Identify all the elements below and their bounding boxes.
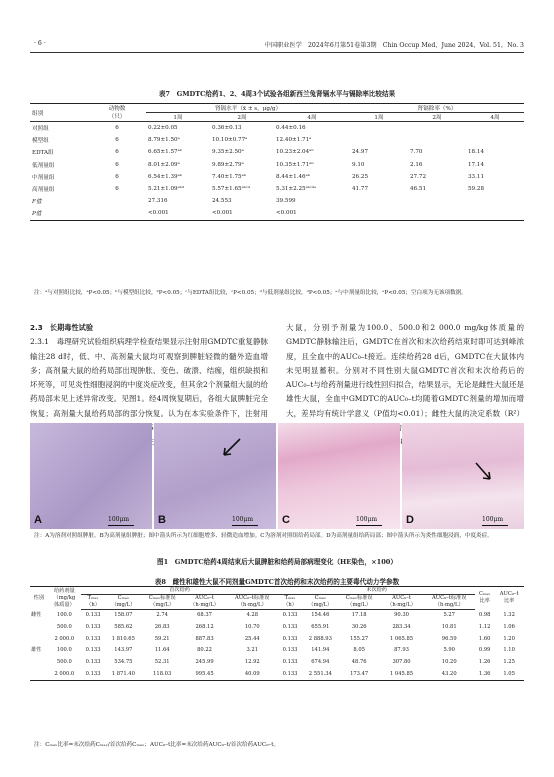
table-cell: 6 — [115, 137, 119, 144]
table-cell: 41.77 — [352, 186, 369, 193]
table-cell: 173.47 — [339, 668, 380, 680]
table-cell: 6 — [115, 161, 119, 168]
t8-h-sex: 性别 — [30, 587, 48, 610]
figure1-panel-c: C 100μm — [278, 423, 400, 529]
t8-col-unit: （h·mg/L） — [423, 602, 475, 610]
table-cell: 100.0 — [56, 647, 72, 654]
page-number: · 6 · — [34, 40, 46, 47]
table-cell: 283.34 — [392, 624, 411, 631]
table-row — [30, 146, 524, 158]
t8-col-unit: （h·mg/L） — [380, 602, 424, 610]
table-cell: 10.23±2.04ᵃᵇ — [276, 149, 314, 156]
table-cell: 2 888.93 — [308, 635, 332, 642]
table-cell: 0.133 — [282, 612, 298, 619]
table-cell: 118.03 — [142, 668, 183, 680]
table-cell — [408, 207, 466, 220]
table-cell: 4.28 — [246, 612, 259, 619]
table-cell: 雌性 — [31, 612, 42, 619]
table-cell: 100.0 — [56, 612, 72, 619]
table-cell: 59.28 — [468, 186, 485, 193]
t8-h-last: 末次给药 — [278, 587, 475, 595]
table-cell: 1 065.85 — [389, 635, 414, 642]
table-cell — [30, 657, 48, 669]
table-row — [30, 645, 524, 657]
table-cell: 雄性 — [31, 647, 42, 654]
table-cell: 7.40±1.75ᵃᵇ — [212, 173, 246, 180]
table-cell: 10.20 — [441, 659, 457, 666]
table-cell: 0.133 — [81, 668, 105, 680]
section-heading: 2.3 长期毒性试验 — [30, 323, 94, 332]
table-row — [30, 622, 524, 634]
table-cell: 12.40±1.71ᵃ — [276, 137, 312, 144]
table-cell: 0.99 — [478, 647, 491, 654]
t8-col-header: Cₘₐₓ标准误 — [345, 595, 373, 601]
table-cell: 26.83 — [154, 624, 170, 631]
table-cell: 995.45 — [183, 668, 227, 680]
table-row — [30, 122, 524, 135]
table-cell: 141.94 — [311, 647, 330, 654]
table-cell: 40.09 — [226, 668, 278, 680]
table-cell: 17.14 — [468, 161, 485, 168]
figure1-panel-a: A 100μm — [30, 423, 152, 529]
table7 — [30, 103, 524, 221]
table-cell: 0.133 — [85, 612, 101, 619]
table-cell: 1.10 — [503, 647, 515, 654]
t7-week: 4周 — [274, 113, 350, 122]
table-cell: 9.10 — [352, 161, 365, 168]
figure1-panel-b: B 100μm — [154, 423, 276, 529]
table-cell — [466, 195, 524, 207]
t8-h-dose: 给药剂量 （mg/kg 体质量） — [48, 587, 82, 610]
t8-col-unit: （h·mg/L） — [226, 602, 278, 610]
paragraph-2-3-1: 2.3.1 毒理研究试验组织病理学检查结果显示注射用GMDTC重复静脉输注28 d时，低、中、高剂量大鼠均可观察到脾脏轻微的髓外造血增多；高剂量大鼠的给药局部出现肿胀、变色、破溃、结痂，组织缺损和坏死等，可见炎性细胞浸润的中度炎症改变，但其余2个剂量组大鼠的给药局部未见上述异常改变。见图1。经4周恢复期后，各组大鼠脾脏完全恢复；高剂量大鼠给药局部的部分恢复。认为在本实验条件下，注射用 — [30, 337, 268, 418]
table-cell: 5.31±2.25ᵃᵇᶜᵈᵉ — [276, 186, 317, 193]
t8-col-unit: （mg/L） — [105, 602, 142, 610]
table-cell: 887.83 — [195, 635, 214, 642]
table-cell — [88, 207, 146, 220]
arrow-icon — [218, 435, 244, 461]
table-cell: 8.01±2.09ᵃ — [148, 161, 180, 168]
table-cell: 6.65±1.57ᵃᵇ — [148, 149, 182, 156]
table-cell: 1.25 — [503, 659, 515, 666]
table-cell: 46.51 — [410, 186, 427, 193]
t8-col-header: AUC₀–t标准误 — [235, 595, 270, 601]
table-cell: 0.36±0.13 — [212, 125, 242, 132]
table-cell: 52.31 — [154, 659, 170, 666]
table-cell — [408, 195, 466, 207]
table-cell: 8.05 — [353, 647, 365, 654]
t7-week: 2周 — [210, 113, 274, 122]
table-cell: 5.21±1.09ᵃᵇᵈ — [148, 186, 185, 193]
table-cell: 5.90 — [443, 647, 455, 654]
table-cell: 1.32 — [503, 612, 515, 619]
table-cell: 0.44±0.16 — [276, 125, 306, 132]
table-cell — [30, 622, 48, 634]
table-cell: 6 — [115, 149, 119, 156]
table-cell: 26.25 — [352, 173, 369, 180]
table-cell: 0.133 — [282, 647, 298, 654]
table-cell: 2.16 — [410, 161, 423, 168]
t8-h-first: 首次给药 — [81, 587, 278, 595]
table-row — [30, 633, 524, 645]
table-cell: 0.133 — [85, 647, 101, 654]
table-cell: 对照组 — [32, 126, 49, 133]
table-cell: 高剂量组 — [32, 187, 55, 194]
table-cell: 585.62 — [114, 624, 133, 631]
t8-col-header: AUC₀–t — [195, 595, 214, 601]
table-cell: 6 — [115, 125, 119, 132]
table-cell: 59.21 — [154, 635, 170, 642]
table-row — [30, 134, 524, 146]
t8-col-header: Tₘₐₓ — [284, 595, 296, 601]
t7-week: 1周 — [146, 113, 210, 122]
t8-col-header: AUC₀–t — [392, 595, 411, 601]
table-cell: 2.74 — [156, 612, 168, 619]
table-cell: 10.81 — [441, 624, 457, 631]
table-cell — [408, 134, 466, 146]
table-cell: 6.54±1.39ᵃᵇ — [148, 173, 182, 180]
table-cell: 1.06 — [503, 624, 515, 631]
table-cell: 8.44±1.46ᵃᵇ — [276, 173, 310, 180]
table-row — [30, 195, 524, 207]
table-cell: 0.133 — [85, 635, 101, 642]
table-cell: <0.001 — [146, 207, 210, 220]
table-cell: 0.133 — [85, 659, 101, 666]
t8-col-header: Tₘₐₓ — [87, 595, 99, 601]
t8-col-unit: （h） — [81, 602, 105, 610]
t8-col-unit: （mg/L） — [142, 602, 183, 610]
table-cell: 500.0 — [56, 624, 72, 631]
table-cell: 158.07 — [114, 612, 133, 619]
table-cell: 18.14 — [468, 149, 485, 156]
table-cell: 10.70 — [244, 624, 260, 631]
table-cell: 24.97 — [352, 149, 369, 156]
scale-bar: 100μm — [356, 516, 377, 523]
t8-col-unit: （mg/L） — [302, 602, 339, 610]
table-cell: 245.99 — [195, 659, 214, 666]
table-cell: 0.22±0.05 — [148, 125, 178, 132]
table-cell — [466, 134, 524, 146]
table-row — [30, 668, 524, 680]
table-cell: 5.27 — [443, 612, 455, 619]
table-cell: 307.80 — [392, 659, 411, 666]
table-cell: 674.94 — [311, 659, 330, 666]
table-cell: 268.12 — [195, 624, 214, 631]
table-cell: 39.599 — [276, 198, 296, 205]
table-cell: 12.92 — [244, 659, 260, 666]
table-cell: <0.001 — [210, 207, 274, 220]
table-cell: 1.12 — [478, 624, 491, 631]
table-cell: 10.10±0.77ᵃ — [212, 137, 248, 144]
t7-h-n: 动物数 （只） — [88, 104, 146, 122]
table-cell: 25.44 — [244, 635, 260, 642]
table-cell: 0.133 — [282, 624, 298, 631]
table-cell: 0.133 — [278, 668, 302, 680]
table-cell: 1.60 — [478, 635, 491, 642]
table-row — [30, 610, 524, 622]
table-row — [30, 207, 524, 220]
table8-caption: 表8 雌性和雄性大鼠不同剂量GMDTC首次给药和末次给药的主要毒代动力学参数 — [154, 578, 400, 586]
table-cell: 87.93 — [394, 647, 409, 654]
table-cell: 2 000.0 — [48, 668, 82, 680]
table-cell: 1 871.40 — [105, 668, 142, 680]
table-cell: 2 000.0 — [54, 635, 75, 642]
t8-col-unit: （h·mg/L） — [183, 602, 227, 610]
table-row — [30, 159, 524, 171]
table-cell: 0.133 — [282, 659, 298, 666]
table-cell: 155.27 — [350, 635, 369, 642]
t8-col-unit: （h） — [278, 602, 302, 610]
running-header — [30, 38, 524, 53]
table-cell: 1.20 — [503, 635, 515, 642]
table-cell — [30, 668, 48, 680]
t8-col-header: Cₘₐₓ — [117, 595, 130, 601]
table-cell: 5.57±1.65ᵃᵇᶜᵈ — [212, 186, 251, 193]
table-cell: <0.001 — [274, 207, 350, 220]
t7-week: 1周 — [350, 113, 408, 122]
table-cell — [466, 207, 524, 220]
table-cell — [350, 122, 408, 135]
table-cell: 48.76 — [351, 659, 367, 666]
table-cell — [88, 195, 146, 207]
table7-caption: 表7 GMDTC给药1、2、4周3个试验各组新西兰兔肾镉水平与镉除率比较结果 — [158, 90, 396, 98]
t8-h-ratio1: Cₘₐₓ 比率 — [475, 587, 494, 610]
table-cell: 10.35±1.71ᵃᵇ — [276, 161, 314, 168]
table-row — [30, 657, 524, 669]
table-cell: 0.133 — [85, 624, 101, 631]
table-cell — [466, 122, 524, 135]
table-cell: 6 — [115, 173, 119, 180]
table7-note: 注：ᵃ与对照组比较，ᵃP<0.05；ᵇ与模型组比较，ᵇP<0.05；ᶜ与EDTA组比较，ᶜP<0.05；ᵈ与低剂量组比较，ᵈP<0.05；ᵉ与中剂量组比较，ᵉP<0.05；空白项为无该项数据。 — [34, 290, 467, 296]
table-cell: 43.20 — [423, 668, 475, 680]
table-cell: 96.59 — [441, 635, 457, 642]
t8-col-header: Cₘₐₓ标准误 — [148, 595, 176, 601]
table-row — [30, 171, 524, 183]
table-cell: 1 045.85 — [380, 668, 424, 680]
table-cell: 2 551.34 — [302, 668, 339, 680]
scale-bar: 100μm — [108, 516, 129, 523]
scale-bar: 100μm — [482, 516, 503, 523]
figure1-caption: 图1 GMDTC给药4周结束后大鼠脾脏和给药局部病理变化（HE染色，×100） — [157, 558, 397, 566]
table-cell: 500.0 — [56, 659, 72, 666]
table-cell: 中剂量组 — [32, 174, 55, 181]
t7-h-rate: 肾镉除率（%） — [350, 104, 524, 113]
table-cell: 低剂量组 — [32, 162, 55, 169]
table-cell — [350, 134, 408, 146]
t7-h-group: 组别 — [30, 104, 88, 122]
table-cell: 3.21 — [246, 647, 259, 654]
table8 — [30, 586, 524, 681]
table-cell: F值 — [32, 199, 42, 206]
t8-col-header: Cₘₐₓ — [314, 595, 326, 601]
figure1-note: 注：A为溶剂对照组脾脏。B为高剂量组脾脏；图中箭头所示为红细胞增多、轻微造血增加。C为溶剂对照组给药局部。D为高剂量组给药局部；图中箭头所示为炎性细胞浸润，中度炎症。 — [34, 533, 493, 539]
t7-week: 4周 — [466, 113, 524, 122]
table-cell: P值 — [30, 207, 88, 220]
table-cell: 80.22 — [197, 647, 212, 654]
table-cell — [30, 633, 48, 645]
figure1 — [30, 423, 524, 529]
journal-info: 中国职业医学 2024年6月第51卷第3期 Chin Occup Med，June 2024，Vol. 51，No. 3 — [264, 42, 524, 49]
arrow-icon — [472, 459, 498, 485]
table-cell: 1.26 — [478, 659, 491, 666]
figure1-panel-d: D 100μm — [402, 423, 524, 529]
table-cell: 0.98 — [478, 612, 491, 619]
table-cell: 9.35±2.50ᵃ — [212, 149, 244, 156]
table-cell: 27.72 — [410, 173, 427, 180]
table-cell: 534.75 — [114, 659, 133, 666]
scale-bar: 100μm — [232, 516, 253, 523]
table-cell: 30.26 — [351, 624, 367, 631]
right-column: 大鼠，分别予剂量为100.0、500.0和2 000.0 mg/kg体质量的GMDTC静脉输注后，GMDTC在首次和末次给药结束时即可达到峰浓度，且全血中的AUC₀–t接近。连续给药28 d后，GMDTC在大鼠体内未见明显蓄积。分别对不同性别大鼠GMDTC首次和末次给药后的AUC₀–t与给药剂量进行线性回归拟合，结果显示，无论是雌性大鼠还是雄性大鼠，全血中GMDTC的AUC₀–t均随着GMDTC剂量的增加而增大，差异均有统计学意义（P值均<0.01）；雌性大鼠的决定系数（R²） — [286, 323, 524, 418]
t8-col-unit: （mg/L） — [339, 602, 380, 610]
table-cell: 33.11 — [468, 173, 485, 180]
table8-note: 注：Cₘₐₓ比率=末次给药Cₘₐₓ/首次给药Cₘₐₓ；AUC₀–t比率=末次给药AUC₀–t/首次给药AUC₀–t。 — [34, 742, 280, 748]
table-cell: 1.05 — [494, 668, 524, 680]
t7-week: 2周 — [408, 113, 466, 122]
table-cell: 11.64 — [154, 647, 170, 654]
table-cell: 143.97 — [114, 647, 133, 654]
table-cell — [350, 207, 408, 220]
table-cell: 17.18 — [351, 612, 367, 619]
table-cell: 27.316 — [148, 198, 168, 205]
table-cell: 90.30 — [394, 612, 409, 619]
table-cell: 9.89±2.79ᵃ — [212, 161, 244, 168]
table-cell: 1.36 — [475, 668, 494, 680]
t7-h-level: 肾镉水平（x̄ ± s，μg/g） — [146, 104, 350, 113]
table-cell: 154.46 — [311, 612, 330, 619]
t8-col-header: AUC₀–t标准误 — [432, 595, 467, 601]
table-cell: EDTA组 — [32, 150, 54, 157]
table-cell: 模型组 — [32, 138, 49, 145]
table-cell: 8.79±1.50ᵃ — [148, 137, 180, 144]
table-cell: 1 810.65 — [111, 635, 135, 642]
table-cell: 0.133 — [282, 635, 298, 642]
table-cell: 7.70 — [410, 149, 423, 156]
t8-h-ratio2: AUC₀–t 比率 — [494, 587, 524, 610]
table-cell — [408, 122, 466, 135]
table-cell: 655.91 — [311, 624, 330, 631]
table-cell: 24.553 — [212, 198, 232, 205]
table-cell — [350, 195, 408, 207]
table-cell: 68.37 — [197, 612, 212, 619]
table-row — [30, 183, 524, 195]
table-cell: 6 — [115, 186, 119, 193]
